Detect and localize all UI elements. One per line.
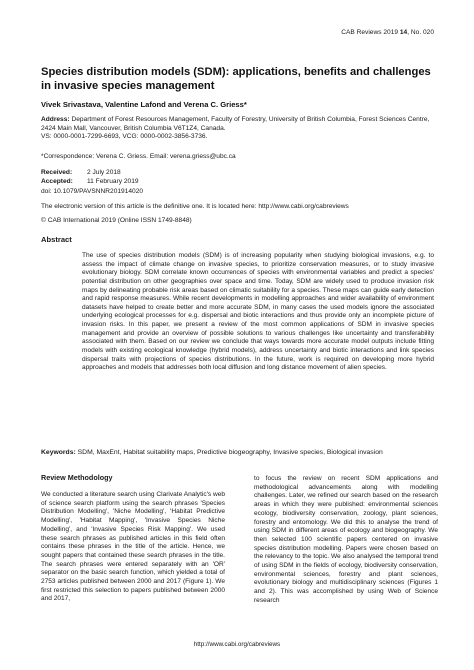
journal-year: 2019 bbox=[383, 29, 399, 36]
accepted-label: Accepted: bbox=[41, 177, 73, 185]
journal-issue: No. 020 bbox=[410, 29, 434, 36]
journal-name: CAB Reviews bbox=[341, 29, 382, 36]
article-authors: Vivek Srivastava, Valentine Lafond and Verena C. Griess* bbox=[41, 100, 247, 109]
journal-volume: 14 bbox=[399, 29, 408, 36]
keywords bbox=[41, 449, 441, 456]
author-address bbox=[41, 116, 441, 142]
article-doi: doi: 10.1079/PAVSNNR201914020 bbox=[41, 188, 144, 195]
journal-reference: CAB Reviews 2019 14, No. 020 bbox=[341, 29, 434, 36]
received-date: 2 July 2018 bbox=[87, 169, 121, 176]
correspondence: *Correspondence: Verena C. Griess. Email: verena.griess@ubc.ca bbox=[41, 153, 236, 160]
section-heading-review-methodology: Review Methodology bbox=[41, 473, 113, 482]
abstract-text: The use of species distribution models (SDM) is of increasing popularity when studying biological invasions, e.g. to assess the impact of climate change on invasive species, to prioritize conservation measures, or to study invasive evolutionary biology. SDM correlate known occurrences of species with environmental variables and predict a species' potential distribution on other geographies over space and time. Today, SDM are widely used to produce invasion risk maps by delineating probable risk areas based on climatic suitability for a species. These maps can guide early detection and rapid response measures. While recent developments in modelling approaches and wider availability of environment datasets have helped to create better and more accurate SDM, in many cases the used models ignore the associated underlying ecological processes for e.g. dispersal and biotic interactions and thus provide only an incomplete picture of invasion risks. In this paper, we present a review of the most common applications of SDM in invasive species management and provide an overview of possible solutions to various challenges like uncertainty and transferability associated with them. Based on our review we conclude that ways towards more accurate model outputs include fitting models with existing ecological knowledge (hybrid models), address uncertainty and biotic interactions and link species dispersal traits with projections of species distributions. In the future, work is required on developing more hybrid approaches and models that addresses both local diffusion and long distance movement of alien species. bbox=[82, 252, 434, 372]
electronic-version-note: The electronic version of this article is the definitive one. It is located here: http://www.cabi.org/cabreviews bbox=[41, 203, 349, 210]
article-title: Species distribution models (SDM): applications, benefits and challenges in invasive species management bbox=[41, 66, 431, 92]
keywords-label: Keywords: bbox=[41, 449, 76, 456]
address-text: Department of Forest Resources Management, Faculty of Forestry, University of British Columbia, Forest Sciences Centre, 2424 Main Mall, Vancouver, British Columbia V6T1Z4, Canada. bbox=[41, 116, 430, 132]
address-label: Address: bbox=[41, 116, 70, 123]
copyright-notice: © CAB International 2019 (Online ISSN 1749-8848) bbox=[41, 217, 192, 224]
abstract-heading: Abstract bbox=[41, 235, 72, 244]
keywords-text: SDM, MaxEnt, Habitat suitability maps, Predictive biogeography, Invasive species, Biological invasion bbox=[77, 449, 383, 456]
orcid-ids: VS: 0000-0001-7299-6693, VCG: 0000-0002-3856-3736. bbox=[41, 133, 208, 141]
footer-url: http://www.cabi.org/cabreviews bbox=[193, 641, 281, 648]
received-label: Received: bbox=[41, 169, 73, 176]
accepted-date: 11 February 2019 bbox=[87, 177, 139, 185]
body-column-right: to focus the review on recent SDM applications and methodological advancements along with modelling challenges. Later, we refined our search based on the research areas in which they were published: environmental sciences ecology, biodiversity conservation, zoology, plant sciences, forestry and entomology. We did this to analyse the trend of using SDM in different areas of ecology and biogeography. We then selected 100 scientific papers centered on invasive species distribution modelling. Papers were chosen based on the relevancy to the topic. We also analysed the temporal trend of using SDM in the fields of ecology, biodiversity conservation, environmental sciences, forestry and plant sciences, evolutionary biology and multidisciplinary sciences (Figures 1 and 2). This was accomplished by using Web of Science research bbox=[254, 475, 438, 604]
body-column-left: We conducted a literature search using Clarivate Analytic's web of science search platform using the search phrases 'Species Distribution Modelling', 'Niche Modelling', 'Habitat Predictive Modelling', 'Habitat Mapping', 'Invasive Species Niche Modelling', and 'Invasive Species Risk Mapping'. We used these search phrases as published articles in this field often contains these phrases in the title of the article. Hence, we sought papers that contained these search phrases in the title. The search phrases were entered separately with an 'OR' separator on the basic search function, which yielded a total of 2753 articles published between 2000 and 2017 (Figure 1). We first restricted this selection to papers published between 2000 and 2017, bbox=[41, 491, 225, 603]
article-dates bbox=[41, 169, 139, 186]
